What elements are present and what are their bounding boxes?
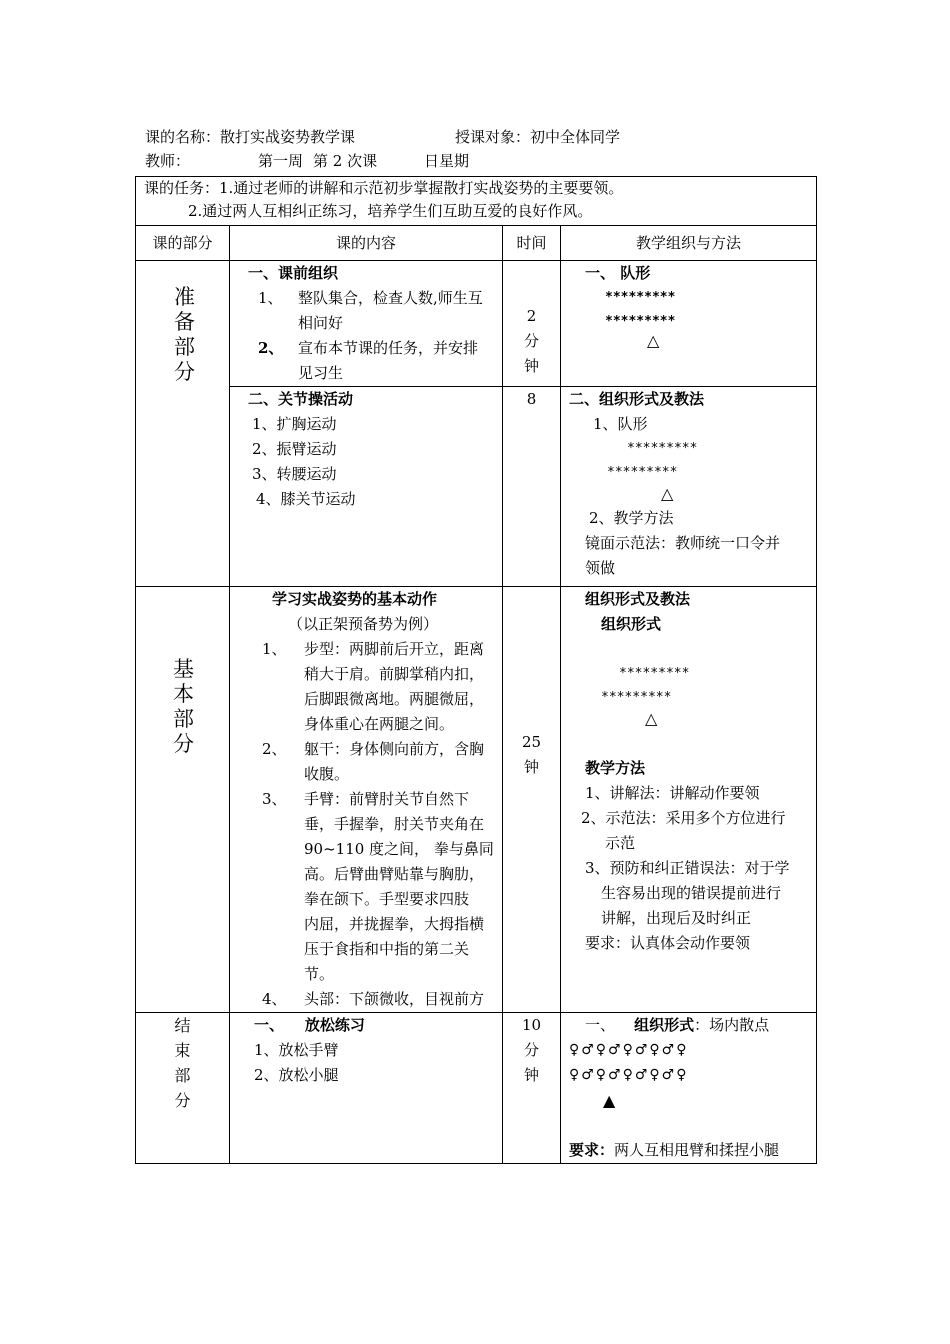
lesson-number: 第 2 次课	[313, 152, 378, 170]
col-time-header: 时间	[503, 226, 561, 261]
student-symbols-row: ♀♂♀♂♀♂♀♂♀	[569, 1042, 689, 1058]
prep-b-method-line: 镜面示范法：教师统一口令并	[585, 534, 781, 552]
time-unit: 钟	[523, 1066, 539, 1084]
prep-row-a	[136, 261, 817, 387]
prep-a-item2-line: 宣布本节课的任务，并安排	[298, 339, 479, 357]
prep-method-a	[561, 261, 817, 387]
basic-item-line: 垂，手握拳，肘关节夹角在	[304, 815, 485, 833]
col-content-header: 课的内容	[230, 226, 503, 261]
prep-b-method-title: 二、组织形式及教法	[569, 390, 705, 408]
prep-a-item1-no: 1、	[258, 289, 283, 307]
formation-stars: *********	[619, 666, 690, 681]
time-value: 2	[526, 307, 537, 325]
basic-part-char: 部	[173, 707, 194, 731]
basic-item-line: 收腹。	[304, 765, 350, 783]
basic-item-line: 节。	[304, 965, 335, 983]
end-row	[136, 1013, 817, 1164]
student-symbols-row: ♀♂♀♂♀♂♀♂♀	[569, 1067, 689, 1083]
basic-item-line: 稍大于肩。前脚掌稍内扣，	[304, 665, 485, 683]
basic-time	[503, 587, 561, 1013]
teacher-label: 教师：	[145, 152, 191, 170]
lesson-tasks	[136, 177, 817, 226]
prep-a-item2-no: 2、	[258, 339, 284, 357]
prep-method-b	[561, 387, 817, 587]
basic-item-no: 3、	[262, 790, 287, 808]
end-part-char: 束	[174, 1041, 191, 1060]
basic-item-line: 高。后臂曲臂贴靠与胸肋，	[304, 865, 485, 883]
basic-part-cell	[136, 587, 230, 1013]
teach-method-line: 3、预防和纠正错误法：对于学	[585, 859, 790, 877]
prep-b-item: 3、转腰运动	[252, 465, 337, 483]
basic-content	[230, 587, 503, 1013]
basic-subtitle: （以正架预备势为例）	[288, 615, 439, 633]
time-value: 10	[521, 1016, 542, 1034]
basic-title: 学习实战姿势的基本动作	[272, 590, 438, 608]
week: 第一周	[258, 152, 304, 170]
prep-b-item: 4、膝关节运动	[256, 490, 356, 508]
end-part-char: 分	[174, 1091, 191, 1110]
basic-method	[561, 587, 817, 1013]
time-value: 8	[526, 390, 537, 408]
prep-b-formation: 1、队形	[593, 415, 648, 433]
header-row	[136, 226, 817, 261]
teacher-triangle-icon: △	[645, 709, 658, 728]
end-time	[503, 1013, 561, 1164]
teach-requirement: 要求：认真体会动作要领	[585, 934, 751, 952]
prep-b-item: 1、扩胸运动	[252, 415, 337, 433]
basic-item-line: 内屈，并拢握拳，大拇指横	[304, 915, 485, 933]
formation-stars: *********	[605, 314, 676, 329]
prep-part-cell	[136, 261, 230, 587]
formation-stars: *********	[601, 690, 672, 705]
teacher-marker-icon: ▲	[603, 1091, 616, 1110]
end-part-char: 结	[174, 1016, 191, 1035]
basic-item-line: 压于食指和中指的第二关	[304, 940, 470, 958]
lesson-plan-table	[135, 176, 817, 1164]
basic-item-line: 头部：下颌微收，目视前方	[304, 990, 485, 1008]
basic-method-title: 组织形式及教法	[585, 590, 691, 608]
basic-item-line: 90~110 度之间， 拳与鼻同	[304, 840, 494, 858]
prep-part-char: 分	[174, 360, 195, 384]
basic-item-line: 手臂：前臂肘关节自然下	[304, 790, 470, 808]
task-line-1: 课的任务：1.通过老师的讲解和示范初步掌握散打实战姿势的主要要领。	[144, 179, 624, 197]
time-unit: 钟	[523, 357, 539, 375]
prep-a-item2-line: 见习生	[298, 364, 344, 382]
basic-item-no: 4、	[262, 990, 287, 1008]
end-part-cell	[136, 1013, 230, 1164]
col-part-header: 课的部分	[136, 226, 230, 261]
teach-method-line: 1、讲解法：讲解动作要领	[585, 784, 760, 802]
end-item: 2、放松小腿	[254, 1066, 339, 1084]
time-unit: 分	[523, 1041, 539, 1059]
prep-a-method-title: 一、 队形	[585, 264, 651, 282]
prep-a-item1-line: 相问好	[298, 314, 344, 332]
col-method-header: 教学组织与方法	[561, 226, 817, 261]
prep-b-method-line: 领做	[585, 559, 616, 577]
end-title: 一、 放松练习	[254, 1016, 365, 1034]
basic-item-line: 后脚跟微离地。两腿微屈，	[304, 690, 485, 708]
end-org-value: ：场内散点	[694, 1016, 770, 1034]
course-name: 课的名称：散打实战姿势教学课	[145, 128, 356, 146]
prep-b-item: 2、振臂运动	[252, 440, 337, 458]
tasks-row	[136, 177, 817, 226]
prep-a-title: 一、课前组织	[248, 264, 339, 282]
end-part-char: 部	[174, 1066, 191, 1085]
formation-stars: *********	[627, 441, 698, 456]
prep-b-title: 二、关节操活动	[248, 390, 354, 408]
time-value: 25	[521, 733, 542, 751]
formation-stars: *********	[607, 465, 678, 480]
basic-part-char: 本	[173, 682, 194, 706]
basic-item-no: 2、	[262, 740, 287, 758]
teach-method-line: 2、示范法：采用多个方位进行	[581, 809, 786, 827]
end-req-label: 要求：	[569, 1141, 615, 1159]
basic-item-line: 躯干：身体侧向前方，含胸	[304, 740, 485, 758]
audience: 授课对象：初中全体同学	[455, 128, 621, 146]
basic-part-char: 分	[173, 732, 194, 756]
end-method	[561, 1013, 817, 1164]
basic-row	[136, 587, 817, 1013]
basic-item-no: 1、	[262, 640, 287, 658]
prep-b-method-label: 2、教学方法	[589, 509, 674, 527]
formation-stars: *********	[605, 290, 676, 305]
teacher-triangle-icon: △	[661, 484, 674, 503]
prep-time-b	[503, 387, 561, 587]
basic-org-title: 组织形式	[601, 615, 662, 633]
prep-row-b	[136, 387, 817, 587]
basic-item-line: 步型：两脚前后开立，距离	[304, 640, 485, 658]
weekday: 日星期	[424, 152, 470, 170]
basic-item-line: 拳在颌下。手型要求四肢	[304, 890, 470, 908]
time-unit: 钟	[523, 758, 539, 776]
teach-method-line: 讲解，出现后及时纠正	[601, 909, 752, 927]
end-content	[230, 1013, 503, 1164]
teach-method-line: 生容易出现的错误提前进行	[601, 884, 782, 902]
task-line-2: 2.通过两人互相纠正练习，培养学生们互助互爱的良好作风。	[188, 202, 593, 220]
end-org-prefix: 一、	[585, 1016, 635, 1034]
basic-item-line: 身体重心在两腿之间。	[304, 715, 455, 733]
prep-a-item1-line: 整队集合，检查人数,师生互	[298, 289, 483, 307]
prep-part-char: 部	[174, 335, 195, 359]
prep-content-a	[230, 261, 503, 387]
prep-part-char: 准	[174, 285, 195, 309]
teach-method-title: 教学方法	[585, 759, 646, 777]
prep-part-char: 备	[174, 310, 195, 334]
teacher-triangle-icon: △	[647, 331, 660, 350]
prep-time-a	[503, 261, 561, 387]
prep-content-b	[230, 387, 503, 587]
end-item: 1、放松手臂	[254, 1041, 339, 1059]
time-unit: 分	[523, 332, 539, 350]
teach-method-line: 示范	[605, 834, 636, 852]
end-org-label: 组织形式	[634, 1016, 695, 1034]
end-req-value: 两人互相甩臂和揉捏小腿	[614, 1141, 780, 1159]
basic-part-char: 基	[173, 657, 194, 681]
